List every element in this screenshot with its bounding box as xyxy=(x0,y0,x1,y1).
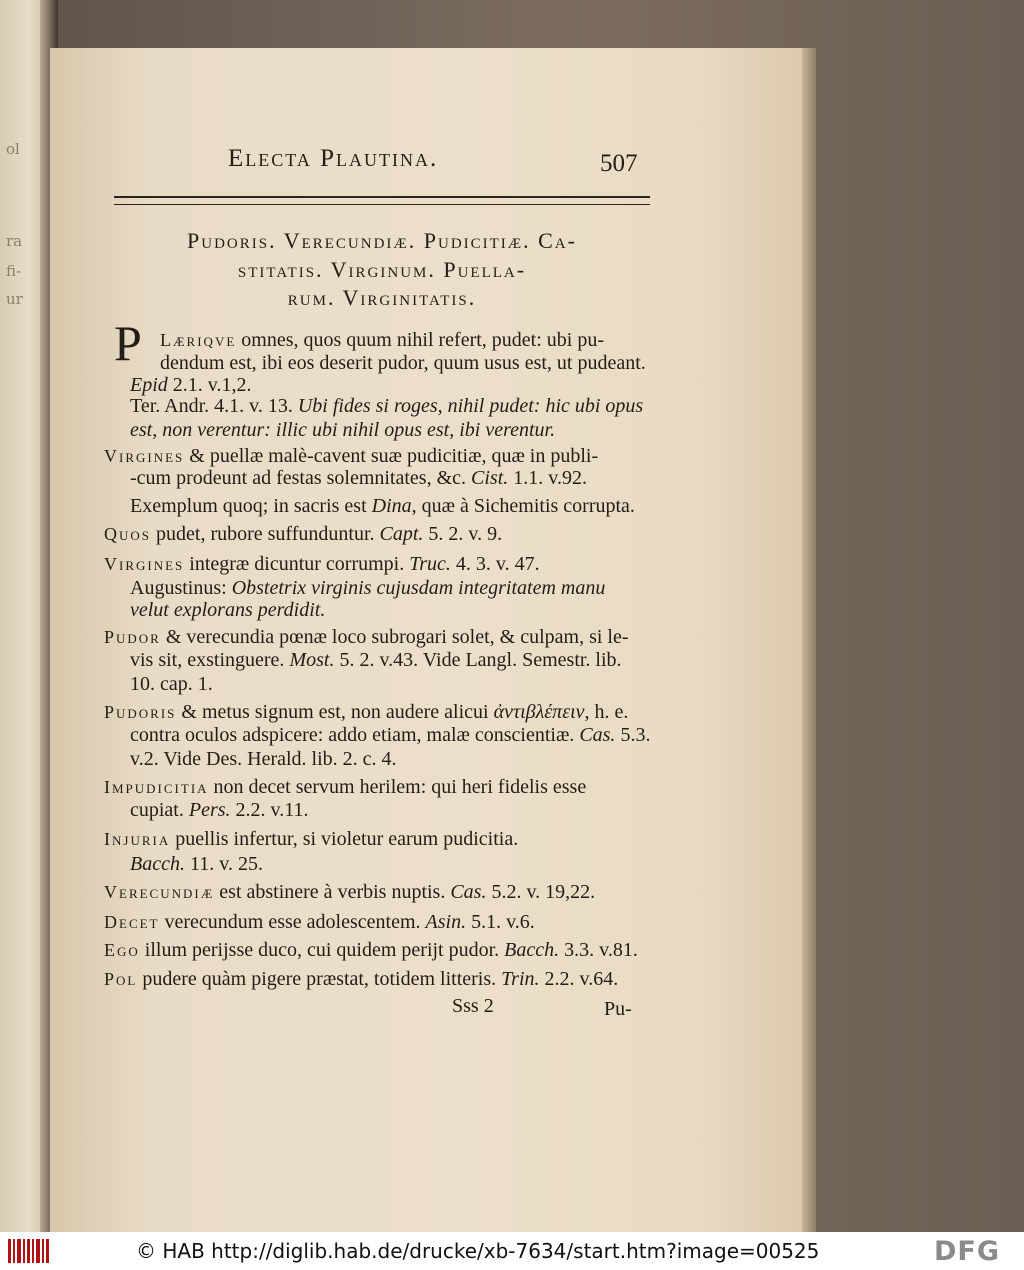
entry-text: 3.3. v.81. xyxy=(559,939,638,961)
entry-line xyxy=(130,674,213,694)
entry-lemma: Pudor xyxy=(104,627,161,647)
entry-citation: Asin. xyxy=(425,911,467,933)
entry-line xyxy=(130,420,555,440)
entry-line xyxy=(104,969,618,989)
entry-citation: Pers. xyxy=(188,799,231,821)
entry-citation: Trin. xyxy=(501,968,540,990)
hab-logo-bar xyxy=(32,1239,34,1263)
entry-citation: Bacch. xyxy=(130,853,185,875)
entry-line xyxy=(104,882,595,902)
section-heading-line: rum. Virginitatis. xyxy=(287,285,477,310)
entry-lemma: Pudoris xyxy=(104,702,177,722)
entry-line xyxy=(104,627,629,647)
entry-text: Exemplum quoq; in sacris est xyxy=(130,495,372,517)
entry-citation: Ubi fides si roges, nihil pudet: hic ubi opus xyxy=(297,395,644,417)
entry-text: Augustinus: xyxy=(130,577,232,599)
running-head: Electa Plautina. xyxy=(228,145,439,172)
hab-barcode-icon xyxy=(6,1237,50,1265)
entry-text: 2.1. v.1,2. xyxy=(167,374,252,396)
entry-line xyxy=(130,578,605,598)
entry-citation: ἀντιβλέπειν xyxy=(493,701,585,723)
entry-line xyxy=(104,777,586,797)
entry-text: 4. 3. v. 47. xyxy=(450,553,540,575)
header-rule-thin xyxy=(114,204,650,205)
entry-line xyxy=(104,524,502,544)
entry-line xyxy=(130,800,309,820)
entry-citation: Bacch. xyxy=(504,939,560,961)
entry-text: 5. 2. v.43. Vide Langl. Semestr. lib. xyxy=(334,649,622,671)
entry-text: illum perijsse duco, cui quidem perijt pudor. xyxy=(139,939,505,961)
entry-text: & verecundia pœnæ loco subrogari solet, & culpam, si le- xyxy=(160,626,629,648)
entry-line xyxy=(104,912,535,932)
entry-citation: Obstetrix virginis cujusdam integritatem manu xyxy=(231,577,606,599)
entry-citation: Cas. xyxy=(450,881,487,903)
entry-lemma: Pol xyxy=(104,969,138,989)
entry-line xyxy=(130,600,325,620)
previous-page-fragment: ra xyxy=(6,232,23,250)
entry-line xyxy=(104,829,518,849)
section-heading-line: stitatis. Virginum. Puella- xyxy=(237,257,527,282)
entry-text: vis sit, exstinguere. xyxy=(130,649,290,671)
dfg-logo: DFG xyxy=(934,1236,1001,1267)
entry-text: -cum prodeunt ad festas solemnitates, &c. xyxy=(130,467,472,489)
entry-citation: velut explorans perdidit. xyxy=(130,599,326,621)
hab-logo-bar xyxy=(8,1239,11,1263)
hab-logo-bar xyxy=(23,1239,25,1263)
entry-line xyxy=(104,554,540,574)
entry-lemma: Virgines xyxy=(104,554,185,574)
entry-lemma: Læriqve xyxy=(160,330,237,350)
catchword: Pu- xyxy=(604,998,632,1020)
previous-page-fragment: fi- xyxy=(6,262,22,280)
entry-citation: Dina xyxy=(371,495,412,517)
entry-line xyxy=(130,725,650,745)
footer-bar xyxy=(0,1232,1024,1270)
entry-text: 5.3. xyxy=(615,724,651,746)
entry-text: , quæ à Sichemitis corrupta. xyxy=(411,495,635,517)
entry-text: 5. 2. v. 9. xyxy=(423,523,503,545)
hab-logo-bar xyxy=(17,1239,21,1263)
entry-text: verecundum esse adolescentem. xyxy=(159,911,426,933)
entry-text: omnes, quos quum nihil refert, pudet: ubi pu- xyxy=(236,329,605,351)
entry-citation: Cas. xyxy=(579,724,616,746)
entry-text: dendum est, ibi eos deserit pudor, quum usus est, ut pudeant. xyxy=(160,352,646,374)
entry-lemma: Quos xyxy=(104,524,152,544)
previous-page-fragment: ol xyxy=(6,140,20,158)
entry-line xyxy=(130,396,643,416)
entry-line xyxy=(130,375,251,395)
entry-text: & metus signum est, non audere alicui xyxy=(176,701,494,723)
hab-logo-bar xyxy=(27,1239,30,1263)
entry-lemma: Injuria xyxy=(104,829,171,849)
entry-text: cupiat. xyxy=(130,799,189,821)
entry-line xyxy=(130,468,587,488)
entry-lemma: Ego xyxy=(104,940,140,960)
entry-text: 11. v. 25. xyxy=(184,853,263,875)
entry-line xyxy=(130,749,397,769)
entry-citation: est, non verentur: illic ubi nihil opus est, ibi verentur. xyxy=(130,419,556,441)
entry-line xyxy=(130,496,635,516)
entry-text: pudere quàm pigere præstat, totidem litteris. xyxy=(137,968,502,990)
entry-text: non decet servum herilem: qui heri fidelis esse xyxy=(208,776,587,798)
entry-line xyxy=(130,650,622,670)
signature-mark: Sss 2 xyxy=(452,995,494,1017)
entry-line xyxy=(160,353,646,373)
hab-logo-bar xyxy=(42,1239,44,1263)
entry-text: integræ dicuntur corrumpi. xyxy=(184,553,410,575)
entry-citation: Epid xyxy=(130,374,168,396)
entry-citation: Most. xyxy=(289,649,335,671)
page-edge xyxy=(802,48,816,1232)
entry-lemma: Decet xyxy=(104,912,160,932)
entry-text: & puellæ malè-cavent suæ pudicitiæ, quæ in publi- xyxy=(184,445,599,467)
entry-text: puellis infertur, si violetur earum pudicitia. xyxy=(170,828,519,850)
entry-lemma: Impudicitia xyxy=(104,777,209,797)
footer-copyright-url[interactable]: © HAB http://diglib.hab.de/drucke/xb-7634/start.htm?image=00525 xyxy=(136,1239,820,1263)
drop-cap: P xyxy=(114,315,142,371)
entry-text: 1.1. v.92. xyxy=(508,467,587,489)
entry-text: pudet, rubore suffunduntur. xyxy=(151,523,380,545)
hab-logo-bar xyxy=(36,1239,40,1263)
entry-text: Ter. Andr. 4.1. v. 13. xyxy=(130,395,298,417)
entry-citation: Capt. xyxy=(379,523,424,545)
entry-line xyxy=(104,702,628,722)
entry-text: contra oculos adspicere: addo etiam, malæ conscientiæ. xyxy=(130,724,580,746)
entry-text: 2.2. v.11. xyxy=(230,799,309,821)
section-heading-line: Pudoris. Verecundiæ. Pudicitiæ. Ca- xyxy=(187,228,577,253)
entry-citation: Truc. xyxy=(409,553,451,575)
entry-text: 5.1. v.6. xyxy=(466,911,535,933)
hab-logo-bar xyxy=(13,1239,15,1263)
entry-line xyxy=(160,330,604,350)
entry-text: 2.2. v.64. xyxy=(539,968,619,990)
entry-text: 5.2. v. 19,22. xyxy=(486,881,596,903)
entry-citation: Cist. xyxy=(471,467,509,489)
entry-line xyxy=(104,940,638,960)
entry-text: v.2. Vide Des. Herald. lib. 2. c. 4. xyxy=(130,748,397,770)
entry-text: est abstinere à verbis nuptis. xyxy=(214,881,451,903)
hab-logo-bar xyxy=(46,1239,49,1263)
entry-line xyxy=(130,854,263,874)
entry-lemma: Verecundiæ xyxy=(104,882,215,902)
previous-page-fragment: ur xyxy=(6,290,23,308)
entry-text: 10. cap. 1. xyxy=(130,673,213,695)
page-number: 507 xyxy=(600,150,638,177)
entry-lemma: Virgines xyxy=(104,446,185,466)
entry-text: , h. e. xyxy=(584,701,629,723)
entry-line xyxy=(104,446,598,466)
header-rule xyxy=(114,196,650,198)
